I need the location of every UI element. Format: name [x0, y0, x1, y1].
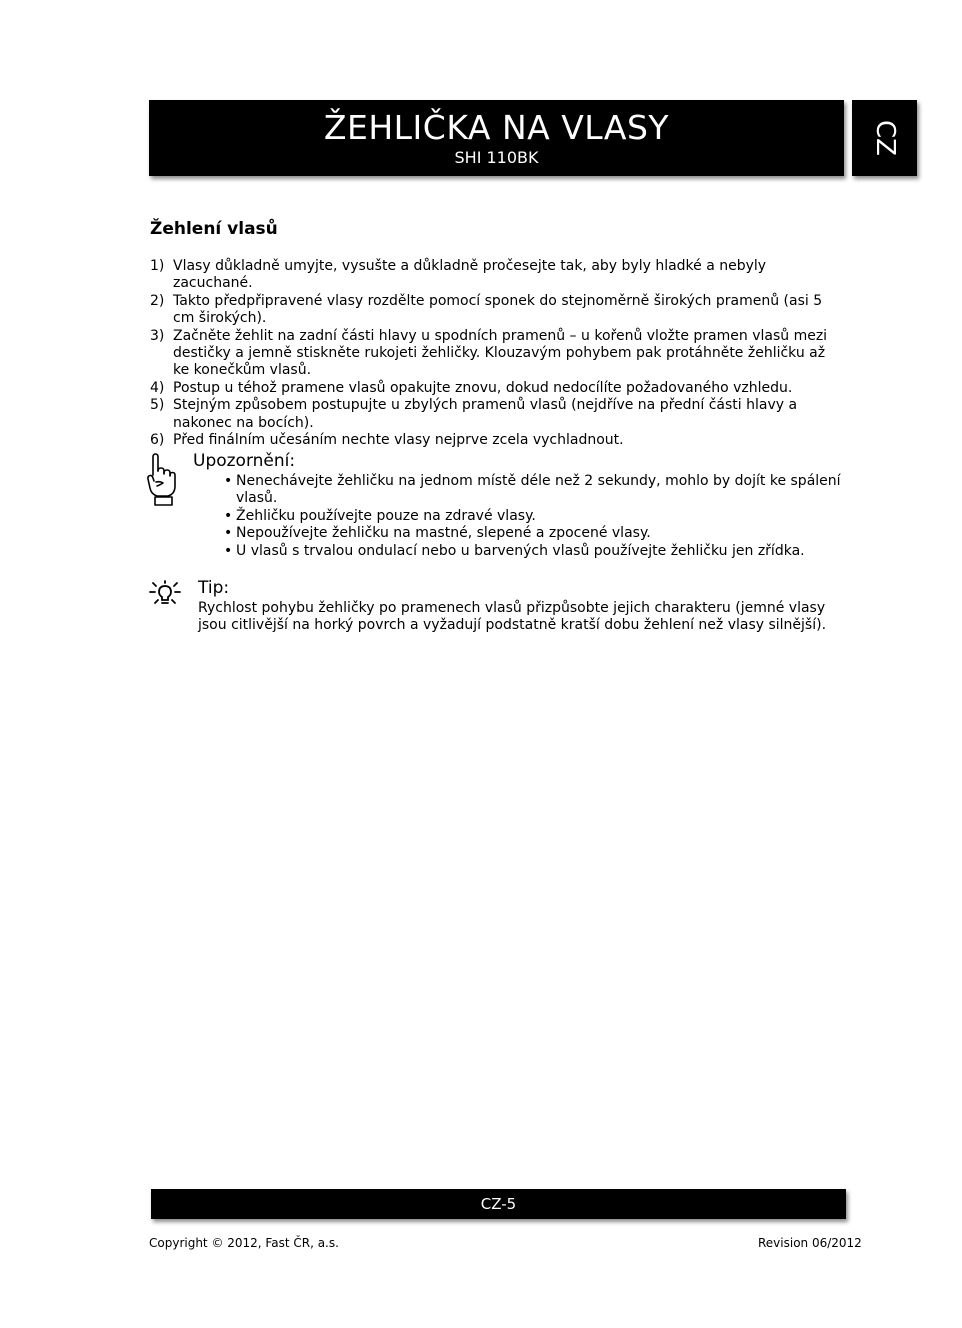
- step-text: Začněte žehlit na zadní části hlavy u spodních pramenů – u kořenů vložte pramen vlasů mezi destičky a jemně stiskněte rukojeti žehličky. Klouzavým pohybem pak protáhněte žehličku až ke konečkům vlasů.: [173, 327, 828, 379]
- page-title: ŽEHLIČKA NA VLASY: [323, 108, 670, 147]
- pointing-hand-icon: [146, 452, 178, 506]
- warning-text: Žehličku používejte pouze na zdravé vlasy.: [236, 507, 536, 524]
- bullet: •: [224, 542, 233, 559]
- bullet: •: [224, 525, 233, 542]
- footer-bar: [151, 1189, 846, 1219]
- list-item: [150, 432, 840, 449]
- list-item: [150, 328, 840, 380]
- step-number: 6): [150, 432, 165, 449]
- warning-title: Upozornění:: [193, 451, 296, 471]
- tip-text: Rychlost pohybu žehličky po pramenech vlasů přizpůsobte jejich charakteru (jemné vlasy jsou citlivější na horký povrch a vyžadují podstatně kratší dobu žehlení než vlasy silnější).: [198, 600, 827, 634]
- warning-text: Nepoužívejte žehličku na mastné, slepené a zpocené vlasy.: [236, 525, 651, 542]
- step-number: 1): [150, 258, 165, 274]
- bullet: •: [224, 507, 233, 524]
- copyright: Copyright © 2012, Fast ČR, a.s.: [149, 1236, 339, 1250]
- warning-text: Nenechávejte žehličku na jednom místě déle než 2 sekundy, mohlo by dojít ke spálení vlasů.: [236, 473, 841, 507]
- section-heading: Žehlení vlasů: [150, 219, 278, 239]
- step-text: Takto předpřipravené vlasy rozdělte pomocí sponek do stejnoměrně širokých pramenů (asi 5 cm širokých).: [173, 292, 823, 327]
- step-number: 4): [150, 379, 165, 396]
- warning-list: [224, 473, 844, 560]
- step-number: 3): [150, 327, 165, 344]
- step-text: Před finálním učesáním nechte vlasy nejprve zcela vychladnout.: [173, 432, 624, 449]
- model-number: SHI 110BK: [454, 148, 539, 167]
- step-number: 5): [150, 397, 165, 414]
- language-tab: [852, 100, 917, 176]
- list-item: [224, 543, 844, 560]
- language-label: CZ: [869, 120, 900, 156]
- list-item: [150, 293, 840, 328]
- step-number: 2): [150, 292, 165, 309]
- steps-list: [150, 258, 840, 449]
- step-text: Vlasy důkladně umyjte, vysušte a důkladně pročesejte tak, aby byly hladké a nebyly zacuchané.: [173, 258, 767, 292]
- warning-text: U vlasů s trvalou ondulací nebo u barvených vlasů používejte žehličku jen zřídka.: [236, 542, 805, 559]
- bullet: •: [224, 473, 233, 489]
- tip-title: Tip:: [198, 578, 230, 598]
- list-item: [150, 380, 840, 397]
- revision: Revision 06/2012: [758, 1236, 862, 1250]
- light-bulb-icon: [147, 580, 183, 610]
- list-item: [224, 508, 844, 525]
- step-text: Postup u téhož pramene vlasů opakujte znovu, dokud nedocílíte požadovaného vzhledu.: [173, 379, 793, 396]
- step-text: Stejným způsobem postupujte u zbylých pramenů vlasů (nejdříve na přední části hlavy a nakonec na bocích).: [173, 397, 798, 431]
- header-bar: [149, 100, 844, 176]
- list-item: [150, 258, 840, 293]
- list-item: [150, 397, 840, 432]
- list-item: [224, 473, 844, 508]
- list-item: [224, 525, 844, 542]
- page-number: CZ-5: [480, 1195, 517, 1213]
